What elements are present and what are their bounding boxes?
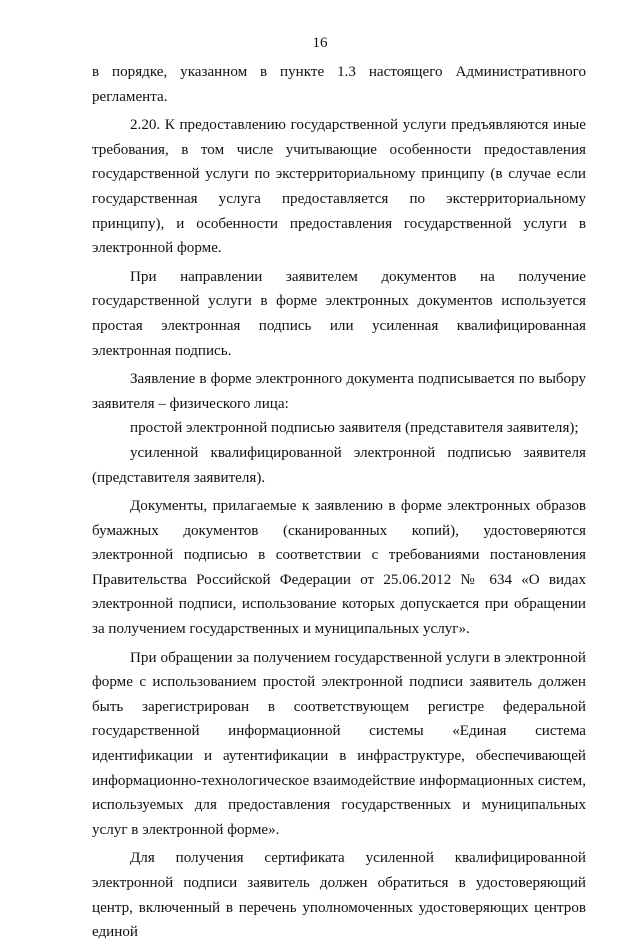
paragraph-continuation: в порядке, указанном в пункте 1.3 настоящего Административного регламента. [92, 64, 586, 105]
paragraph-application-signing: Заявление в форме электронного документа подписывается по выбору заявителя – физического лица: [92, 371, 586, 412]
list-item-qualified-signature: усиленной квалифицированной электронной подписью заявителя (представителя заявителя). [92, 444, 586, 486]
paragraph-electronic-signature-types: При направлении заявителем документов на получение государственной услуги в форме электронных документов используется простая электронная подпись или усиленная квалифицированная электронная подпись. [92, 268, 586, 359]
paragraph-registration-requirement: При обращении за получением государственной услуги в электронной форме с использованием простой электронной подписи заявитель должен быть зарегистрирован в соответствующем регистре федеральной государственной информационной системы «Единая система идентификации и аутентификации в инфраструктуре, обеспечивающей информационно-технологическое взаимодействие информационных систем, используемых для предоставления государственных и муниципальных услуг в электронной форме». [92, 649, 586, 838]
paragraph-clause-2-20: 2.20. К предоставлению государственной услуги предъявляются иные требования, в том числе учитывающие особенности предоставления государственной услуги по экстерриториальному принципу (в случае если государственная услуга предоставляется по экстерриториальному принципу), и особенности предоставления государственной услуги в электронной форме. [92, 117, 586, 257]
document-body [92, 60, 586, 945]
list-item-simple-signature: простой электронной подписью заявителя (представителя заявителя); [130, 420, 579, 437]
paragraph-attached-documents: Документы, прилагаемые к заявлению в форме электронных образов бумажных документов (сканированных копий), удостоверяются электронной подписью в соответствии с требованиями постановления Правительства Российской Федерации от 25.06.2012 № 634 «О видах электронной подписи, использование которых допускается при обращении за получением государственных и муниципальных услуг». [92, 498, 586, 638]
paragraph-certificate: Для получения сертификата усиленной квалифицированной электронной подписи заявитель должен обратиться в удостоверяющий центр, включенный в перечень уполномоченных удостоверяющих центров единой [92, 850, 586, 941]
page-number: 16 [312, 35, 328, 51]
